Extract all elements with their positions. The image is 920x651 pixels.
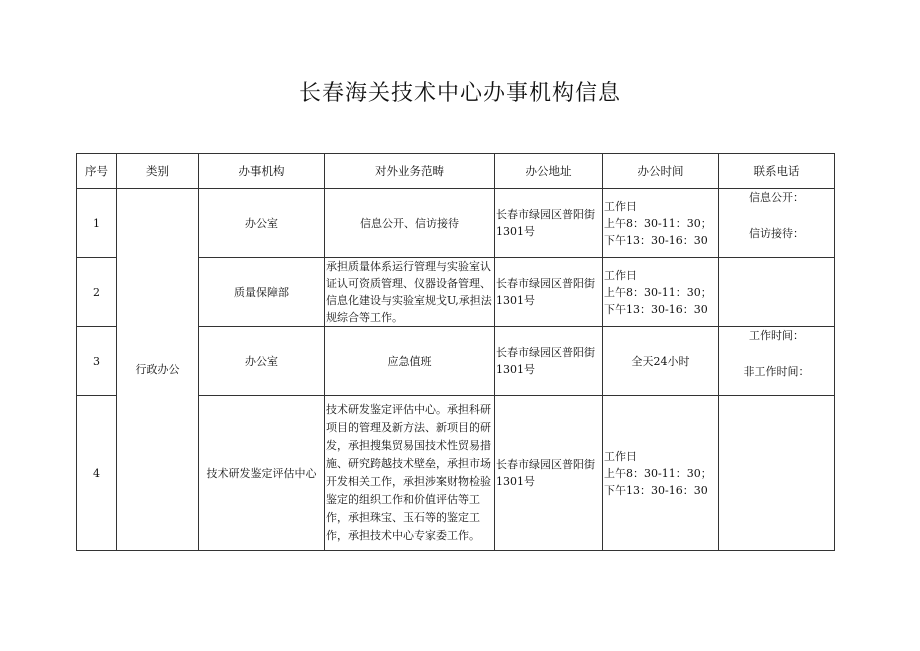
- scope-line: 承担质量体系运行管理与实验室认: [326, 260, 491, 273]
- row-phone: [719, 396, 835, 551]
- address-line: 1301号: [496, 475, 535, 488]
- row-org: 技术研发鉴定评估中心: [199, 396, 325, 551]
- row-scope: [325, 258, 495, 327]
- address-line: 长春市绿园区普阳街: [496, 346, 595, 359]
- row-no: 4: [77, 396, 117, 551]
- row-phone: [719, 258, 835, 327]
- phone-line: 工作时间：: [749, 329, 804, 342]
- hours-line: 工作日: [604, 449, 637, 463]
- row-hours: [603, 396, 719, 551]
- address-line: 长春市绿园区普阳街: [496, 208, 595, 221]
- phone-line: 信访接待：: [749, 227, 804, 240]
- hours-line: 下午13：30-16：30: [604, 483, 708, 497]
- org-info-table: [76, 153, 835, 551]
- phone-line: 信息公开：: [749, 191, 804, 204]
- row-phone: [719, 327, 835, 396]
- scope-line: 作，承担珠宝、玉石等的鉴定工: [326, 511, 480, 524]
- address-line: 长春市绿园区普阳街: [496, 458, 595, 471]
- phone-line: 非工作时间：: [743, 365, 810, 378]
- address-line: 1301号: [496, 294, 535, 307]
- hours-line: 全天24小时: [631, 354, 690, 368]
- address-line: 1301号: [496, 363, 535, 376]
- hours-line: 上午8：30-11：30；: [604, 216, 712, 230]
- header-org: 办事机构: [199, 154, 325, 189]
- scope-line: 发，承担搜集贸易国技术性贸易措: [326, 439, 491, 452]
- row-org: 办公室: [199, 189, 325, 258]
- row-scope: [325, 189, 495, 258]
- row-address: [495, 258, 603, 327]
- scope-line: 技术研发鉴定评估中心。承担科研: [326, 403, 491, 416]
- hours-line: 工作日: [604, 268, 637, 282]
- row-org: 质量保障部: [199, 258, 325, 327]
- table-row: [77, 189, 835, 258]
- row-org: 办公室: [199, 327, 325, 396]
- scope-line: 规综合等工作。: [326, 311, 403, 324]
- address-line: 1301号: [496, 225, 535, 238]
- row-address: [495, 327, 603, 396]
- scope-line: 项目的管理及新方法、新项目的研: [326, 421, 491, 434]
- address-line: 长春市绿园区普阳街: [496, 277, 595, 290]
- scope-line: 信息公开、信访接待: [360, 216, 459, 230]
- scope-line: 开发相关工作，承担涉案财物检验: [326, 475, 491, 488]
- row-hours: [603, 258, 719, 327]
- scope-line: 应急值班: [387, 354, 432, 368]
- header-category: 类别: [117, 154, 199, 189]
- header-phone: 联系电话: [719, 154, 835, 189]
- row-hours: [603, 327, 719, 396]
- scope-line: 施、研究跨越技术壁垒，承担市场: [326, 457, 491, 470]
- row-scope: [325, 396, 495, 551]
- row-no: 1: [77, 189, 117, 258]
- header-hours: 办公时间: [603, 154, 719, 189]
- header-no: 序号: [77, 154, 117, 189]
- row-address: [495, 396, 603, 551]
- header-scope: 对外业务范畴: [325, 154, 495, 189]
- header-address: 办公地址: [495, 154, 603, 189]
- category-cell: 行政办公: [117, 189, 199, 551]
- row-no: 2: [77, 258, 117, 327]
- header-row: [77, 154, 835, 189]
- row-address: [495, 189, 603, 258]
- hours-line: 上午8：30-11：30；: [604, 466, 712, 480]
- row-hours: [603, 189, 719, 258]
- row-scope: [325, 327, 495, 396]
- scope-line: 信息化建设与实验室规戈U,承担法: [326, 294, 492, 307]
- page-title: 长春海关技术中心办事机构信息: [298, 81, 621, 106]
- row-phone: [719, 189, 835, 258]
- hours-line: 下午13：30-16：30: [604, 302, 708, 316]
- row-no: 3: [77, 327, 117, 396]
- hours-line: 工作日: [604, 199, 637, 213]
- hours-line: 下午13：30-16：30: [604, 233, 708, 247]
- scope-line: 证认可资质管理、仪器设备管理、: [326, 277, 491, 290]
- scope-line: 鉴定的组织工作和价值评估等工: [326, 493, 480, 506]
- hours-line: 上午8：30-11：30；: [604, 285, 712, 299]
- scope-line: 作，承担技术中心专家委工作。: [326, 529, 480, 542]
